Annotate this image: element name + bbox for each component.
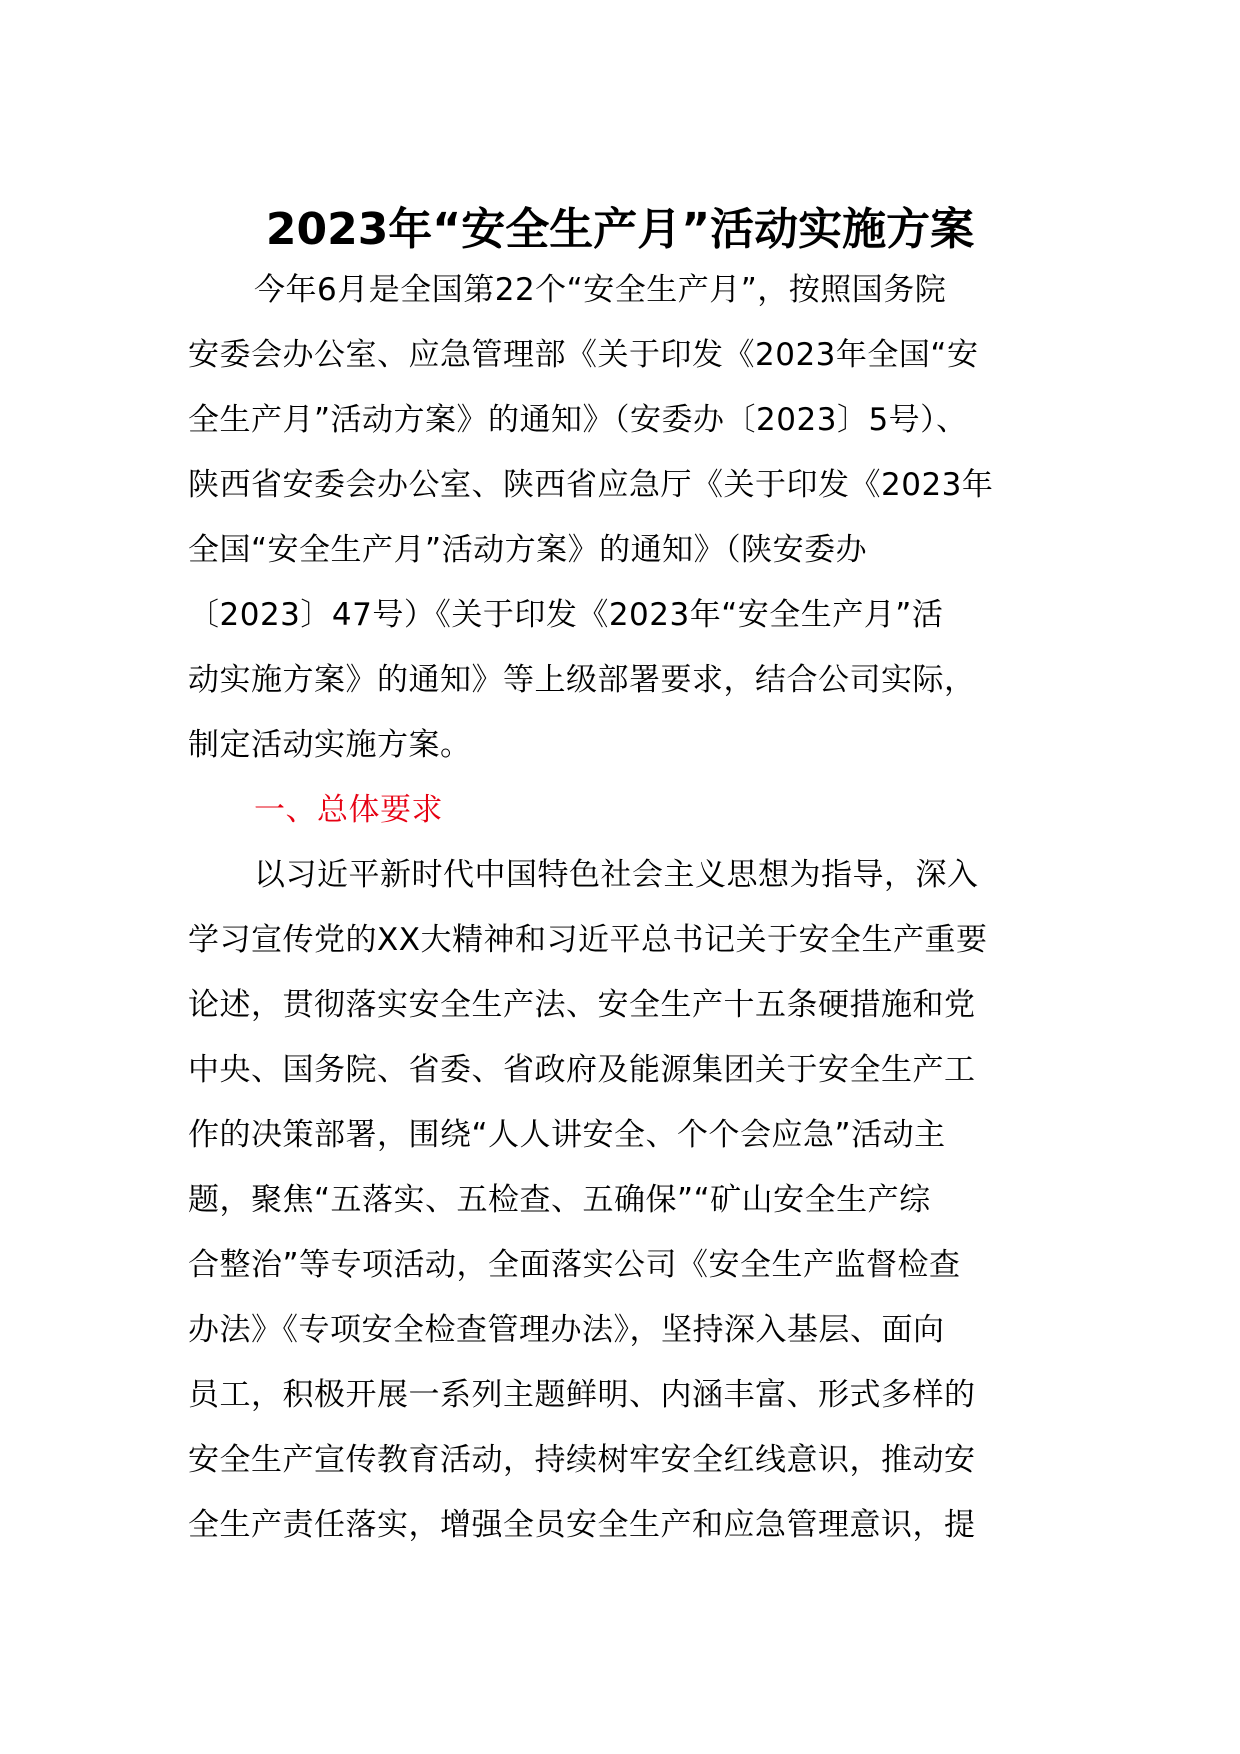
paragraph-intro xyxy=(188,258,1058,1558)
document-title: 2023年“安全生产月”活动实施方案 xyxy=(265,204,975,255)
text-line: 安全生产宣传教育活动，持续树牢安全红线意识，推动安 xyxy=(188,1442,976,1478)
text-line: 以习近平新时代中国特色社会主义思想为指导，深入 xyxy=(254,857,979,893)
text-line: 今年6月是全国第22个“安全生产月”，按照国务院 xyxy=(254,272,947,308)
text-line: 全国“安全生产月”活动方案》的通知》（陕安委办 xyxy=(188,532,868,568)
text-line: 动实施方案》的通知》等上级部署要求，结合公司实际， xyxy=(188,662,976,698)
text-line: 全生产责任落实，增强全员安全生产和应急管理意识，提 xyxy=(188,1507,976,1543)
text-line: 〔2023〕47号）《关于印发《2023年“安全生产月”活 xyxy=(188,597,944,633)
text-line: 合整治”等专项活动，全面落实公司《安全生产监督检查 xyxy=(188,1247,961,1283)
text-line: 陕西省安委会办公室、陕西省应急厅《关于印发《2023年 xyxy=(188,467,994,503)
text-line: 论述，贯彻落实安全生产法、安全生产十五条硬措施和党 xyxy=(188,987,976,1023)
text-line: 题，聚焦“五落实、五检查、五确保”“矿山安全生产综 xyxy=(188,1182,931,1218)
text-line: 全生产月”活动方案》的通知》（安委办〔2023〕5号）、 xyxy=(188,402,968,438)
text-line: 中央、国务院、省委、省政府及能源集团关于安全生产工 xyxy=(188,1052,976,1088)
text-line: 制定活动实施方案。 xyxy=(188,727,472,763)
text-line: 学习宣传党的XX大精神和习近平总书记关于安全生产重要 xyxy=(188,922,988,958)
text-line: 作的决策部署，围绕“人人讲安全、个个会应急”活动主 xyxy=(188,1117,946,1153)
text-line: 安委会办公室、应急管理部《关于印发《2023年全国“安 xyxy=(188,337,979,373)
text-line: 员工，积极开展一系列主题鲜明、内涵丰富、形式多样的 xyxy=(188,1377,976,1413)
section-heading: 一、总体要求 xyxy=(254,792,443,828)
text-line: 办法》《专项安全检查管理办法》，坚持深入基层、面向 xyxy=(188,1312,945,1348)
